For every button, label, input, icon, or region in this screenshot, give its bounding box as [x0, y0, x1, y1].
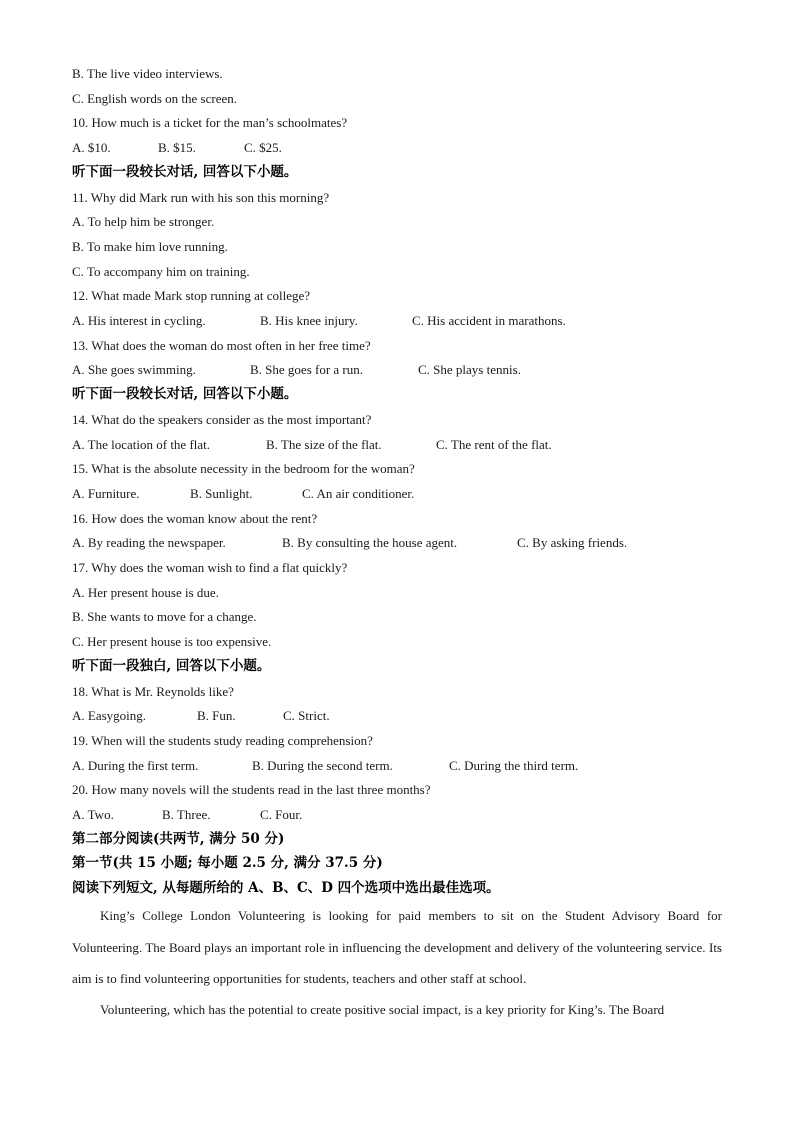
q16-option-a: A. By reading the newspaper.: [72, 535, 226, 550]
q16-question: 16. How does the woman know about the rent?: [72, 511, 318, 526]
q19-option-b: B. During the second term.: [252, 758, 393, 773]
q14-option-b: B. The size of the flat.: [266, 437, 382, 452]
q18-option-b: B. Fun.: [197, 708, 236, 723]
q17-question: 17. Why does the woman wish to find a flat quickly?: [72, 560, 348, 575]
q18-question: 18. What is Mr. Reynolds like?: [72, 684, 234, 699]
q17-option-b: B. She wants to move for a change.: [72, 609, 257, 624]
q19-question: 19. When will the students study reading comprehension?: [72, 733, 373, 748]
q15-option-a: A. Furniture.: [72, 486, 140, 501]
q20-question: 20. How many novels will the students read in the last three months?: [72, 782, 431, 797]
q12-option-b: B. His knee injury.: [260, 313, 358, 328]
section-heading: 第一节(共 15 小题; 每小题 2.5 分, 满分 37.5 分): [72, 855, 383, 871]
part-heading: 第二部分阅读(共两节, 满分 50 分): [72, 831, 285, 847]
q13-question: 13. What does the woman do most often in her free time?: [72, 338, 371, 353]
q13-option-b: B. She goes for a run.: [250, 362, 364, 377]
q19-option-c: C. During the third term.: [449, 758, 579, 773]
q20-option-c: C. Four.: [260, 807, 303, 822]
q17-option-c: C. Her present house is too expensive.: [72, 634, 272, 649]
q9-option-c: C. English words on the screen.: [72, 91, 238, 106]
q12-option-c: C. His accident in marathons.: [412, 313, 566, 328]
q13-option-c: C. She plays tennis.: [418, 362, 521, 377]
q19-option-a: A. During the first term.: [72, 758, 199, 773]
q10-option-b: B. $15.: [158, 140, 196, 155]
q10-option-a: A. $10.: [72, 140, 111, 155]
q17-option-a: A. Her present house is due.: [72, 585, 219, 600]
section-heading: 听下面一段独白, 回答以下小题。: [72, 658, 271, 674]
q14-option-a: A. The location of the flat.: [72, 437, 211, 452]
q18-option-a: A. Easygoing.: [72, 708, 147, 723]
q14-question: 14. What do the speakers consider as the most important?: [72, 412, 372, 427]
q15-question: 15. What is the absolute necessity in the bedroom for the woman?: [72, 461, 415, 476]
q15-option-c: C. An air conditioner.: [302, 486, 415, 501]
section-heading: 听下面一段较长对话, 回答以下小题。: [72, 386, 298, 402]
q14-option-c: C. The rent of the flat.: [436, 437, 552, 452]
section-heading: 听下面一段较长对话, 回答以下小题。: [72, 164, 298, 180]
q18-option-c: C. Strict.: [283, 708, 330, 723]
instructions: 阅读下列短文, 从每题所给的 A、B、C、D 四个选项中选出最佳选项。: [72, 880, 500, 896]
passage-paragraph: Volunteering, which has the potential to create positive social impact, is a key priority for King’s. The Board: [100, 1002, 665, 1017]
q10-question: 10. How much is a ticket for the man’s schoolmates?: [72, 115, 348, 130]
q11-option-a: A. To help him be stronger.: [72, 214, 215, 229]
q9-option-b: B. The live video interviews.: [72, 66, 223, 81]
q12-question: 12. What made Mark stop running at college?: [72, 288, 311, 303]
q12-option-a: A. His interest in cycling.: [72, 313, 206, 328]
q11-question: 11. Why did Mark run with his son this morning?: [72, 190, 330, 205]
q20-option-a: A. Two.: [72, 807, 114, 822]
q11-option-c: C. To accompany him on training.: [72, 264, 250, 279]
q11-option-b: B. To make him love running.: [72, 239, 228, 254]
q13-option-a: A. She goes swimming.: [72, 362, 196, 377]
q16-option-c: C. By asking friends.: [517, 535, 628, 550]
q16-option-b: B. By consulting the house agent.: [282, 535, 458, 550]
passage-paragraph: King’s College London Volunteering is looking for paid members to sit on the Student Advisory Board for Volunteering. The Board plays an important role in influencing the development and delivery of the volunteering service. Its aim is to find volunteering opportunities for students, teachers and other staff at school.: [72, 908, 722, 986]
q10-option-c: C. $25.: [244, 140, 282, 155]
q15-option-b: B. Sunlight.: [190, 486, 253, 501]
q20-option-b: B. Three.: [162, 807, 211, 822]
